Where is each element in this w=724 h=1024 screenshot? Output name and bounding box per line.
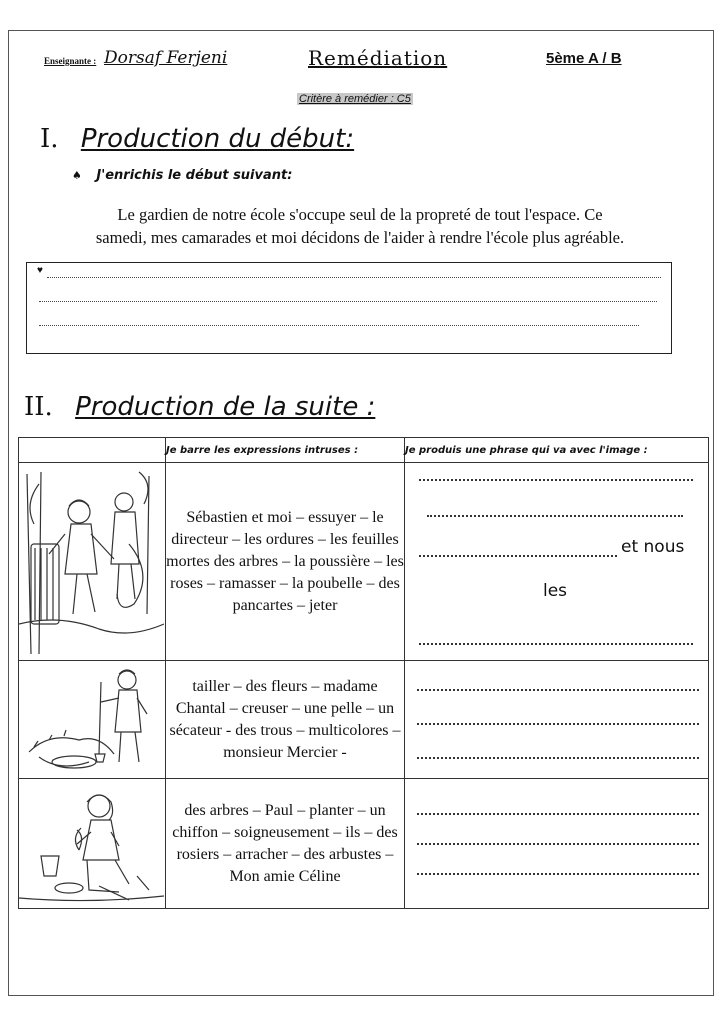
section-1-number: I.: [40, 124, 59, 154]
criterion-label: Critère à remédier : C5: [299, 93, 411, 105]
writing-line[interactable]: [39, 325, 639, 326]
table-row: [19, 779, 709, 909]
table-row: [19, 463, 709, 661]
girl-planting-illustration: [19, 780, 164, 908]
document-title: Remédiation: [308, 46, 448, 70]
exercise-table: [18, 437, 709, 909]
heart-icon: ♥: [37, 265, 43, 276]
image-gardener-cell: [19, 661, 166, 779]
gardener-illustration: [19, 662, 164, 778]
section-2-heading: [24, 392, 375, 422]
cleaning-children-illustration: [19, 464, 164, 660]
answer-line[interactable]: [419, 555, 617, 557]
image-planting-cell: [19, 779, 166, 909]
answer-cell[interactable]: [405, 779, 709, 909]
answer-line[interactable]: [417, 873, 699, 875]
writing-box[interactable]: [26, 262, 672, 354]
writing-line[interactable]: [47, 277, 661, 278]
answer-line[interactable]: [419, 479, 693, 481]
writing-line[interactable]: [39, 301, 657, 302]
word-list: des arbres – Paul – planter – un chiffon – soigneusement – ils – des rosiers – arracher – des arbustes – Mon amie Céline: [166, 779, 405, 909]
answer-cell[interactable]: [405, 463, 709, 661]
answer-line[interactable]: [417, 723, 699, 725]
section-1-instruction: [72, 168, 292, 183]
intro-paragraph: [40, 203, 680, 249]
answer-line[interactable]: [417, 843, 699, 845]
answer-line[interactable]: [417, 813, 699, 815]
answer-line[interactable]: [417, 689, 699, 691]
answer-line[interactable]: [419, 643, 693, 645]
section-1-title: Production du début:: [80, 124, 355, 154]
header-cell-sentence: Je produis une phrase qui va avec l'image :: [405, 438, 709, 463]
header-cell-words: Je barre les expressions intruses :: [166, 438, 405, 463]
header-cell-empty: [19, 438, 166, 463]
intro-line-2: samedi, mes camarades et moi décidons de l'aider à rendre l'école plus agréable.: [95, 228, 625, 247]
answer-line[interactable]: [417, 757, 699, 759]
section-2-title: Production de la suite :: [75, 392, 376, 422]
image-cleaning-cell: [19, 463, 166, 661]
handwritten-text: et nous: [621, 537, 685, 557]
instruction-text: J'enrichis le début suivant:: [96, 168, 293, 183]
class-label: 5ème A / B: [546, 50, 622, 67]
handwritten-text: les: [543, 581, 568, 601]
section-1-heading: [40, 124, 354, 154]
word-list: tailler – des fleurs – madame Chantal – creuser – une pelle – un sécateur - des trous – multicolores – monsieur Mercier -: [166, 661, 405, 779]
answer-cell[interactable]: [405, 661, 709, 779]
answer-line[interactable]: [427, 515, 683, 517]
table-row: [19, 661, 709, 779]
table-header-row: [19, 438, 709, 463]
word-list: Sébastien et moi – essuyer – le directeur – les ordures – les feuilles mortes des arbres – la poussière – les roses – ramasser – la poubelle – des pancartes – jeter: [166, 463, 405, 661]
teacher-name: Dorsaf Ferjeni: [104, 48, 228, 68]
spade-icon: ♠: [72, 169, 82, 182]
intro-line-1: Le gardien de notre école s'occupe seul de la propreté de tout l'espace. Ce: [117, 205, 603, 224]
section-2-number: II.: [24, 392, 53, 422]
teacher-label: Enseignante :: [44, 56, 97, 66]
